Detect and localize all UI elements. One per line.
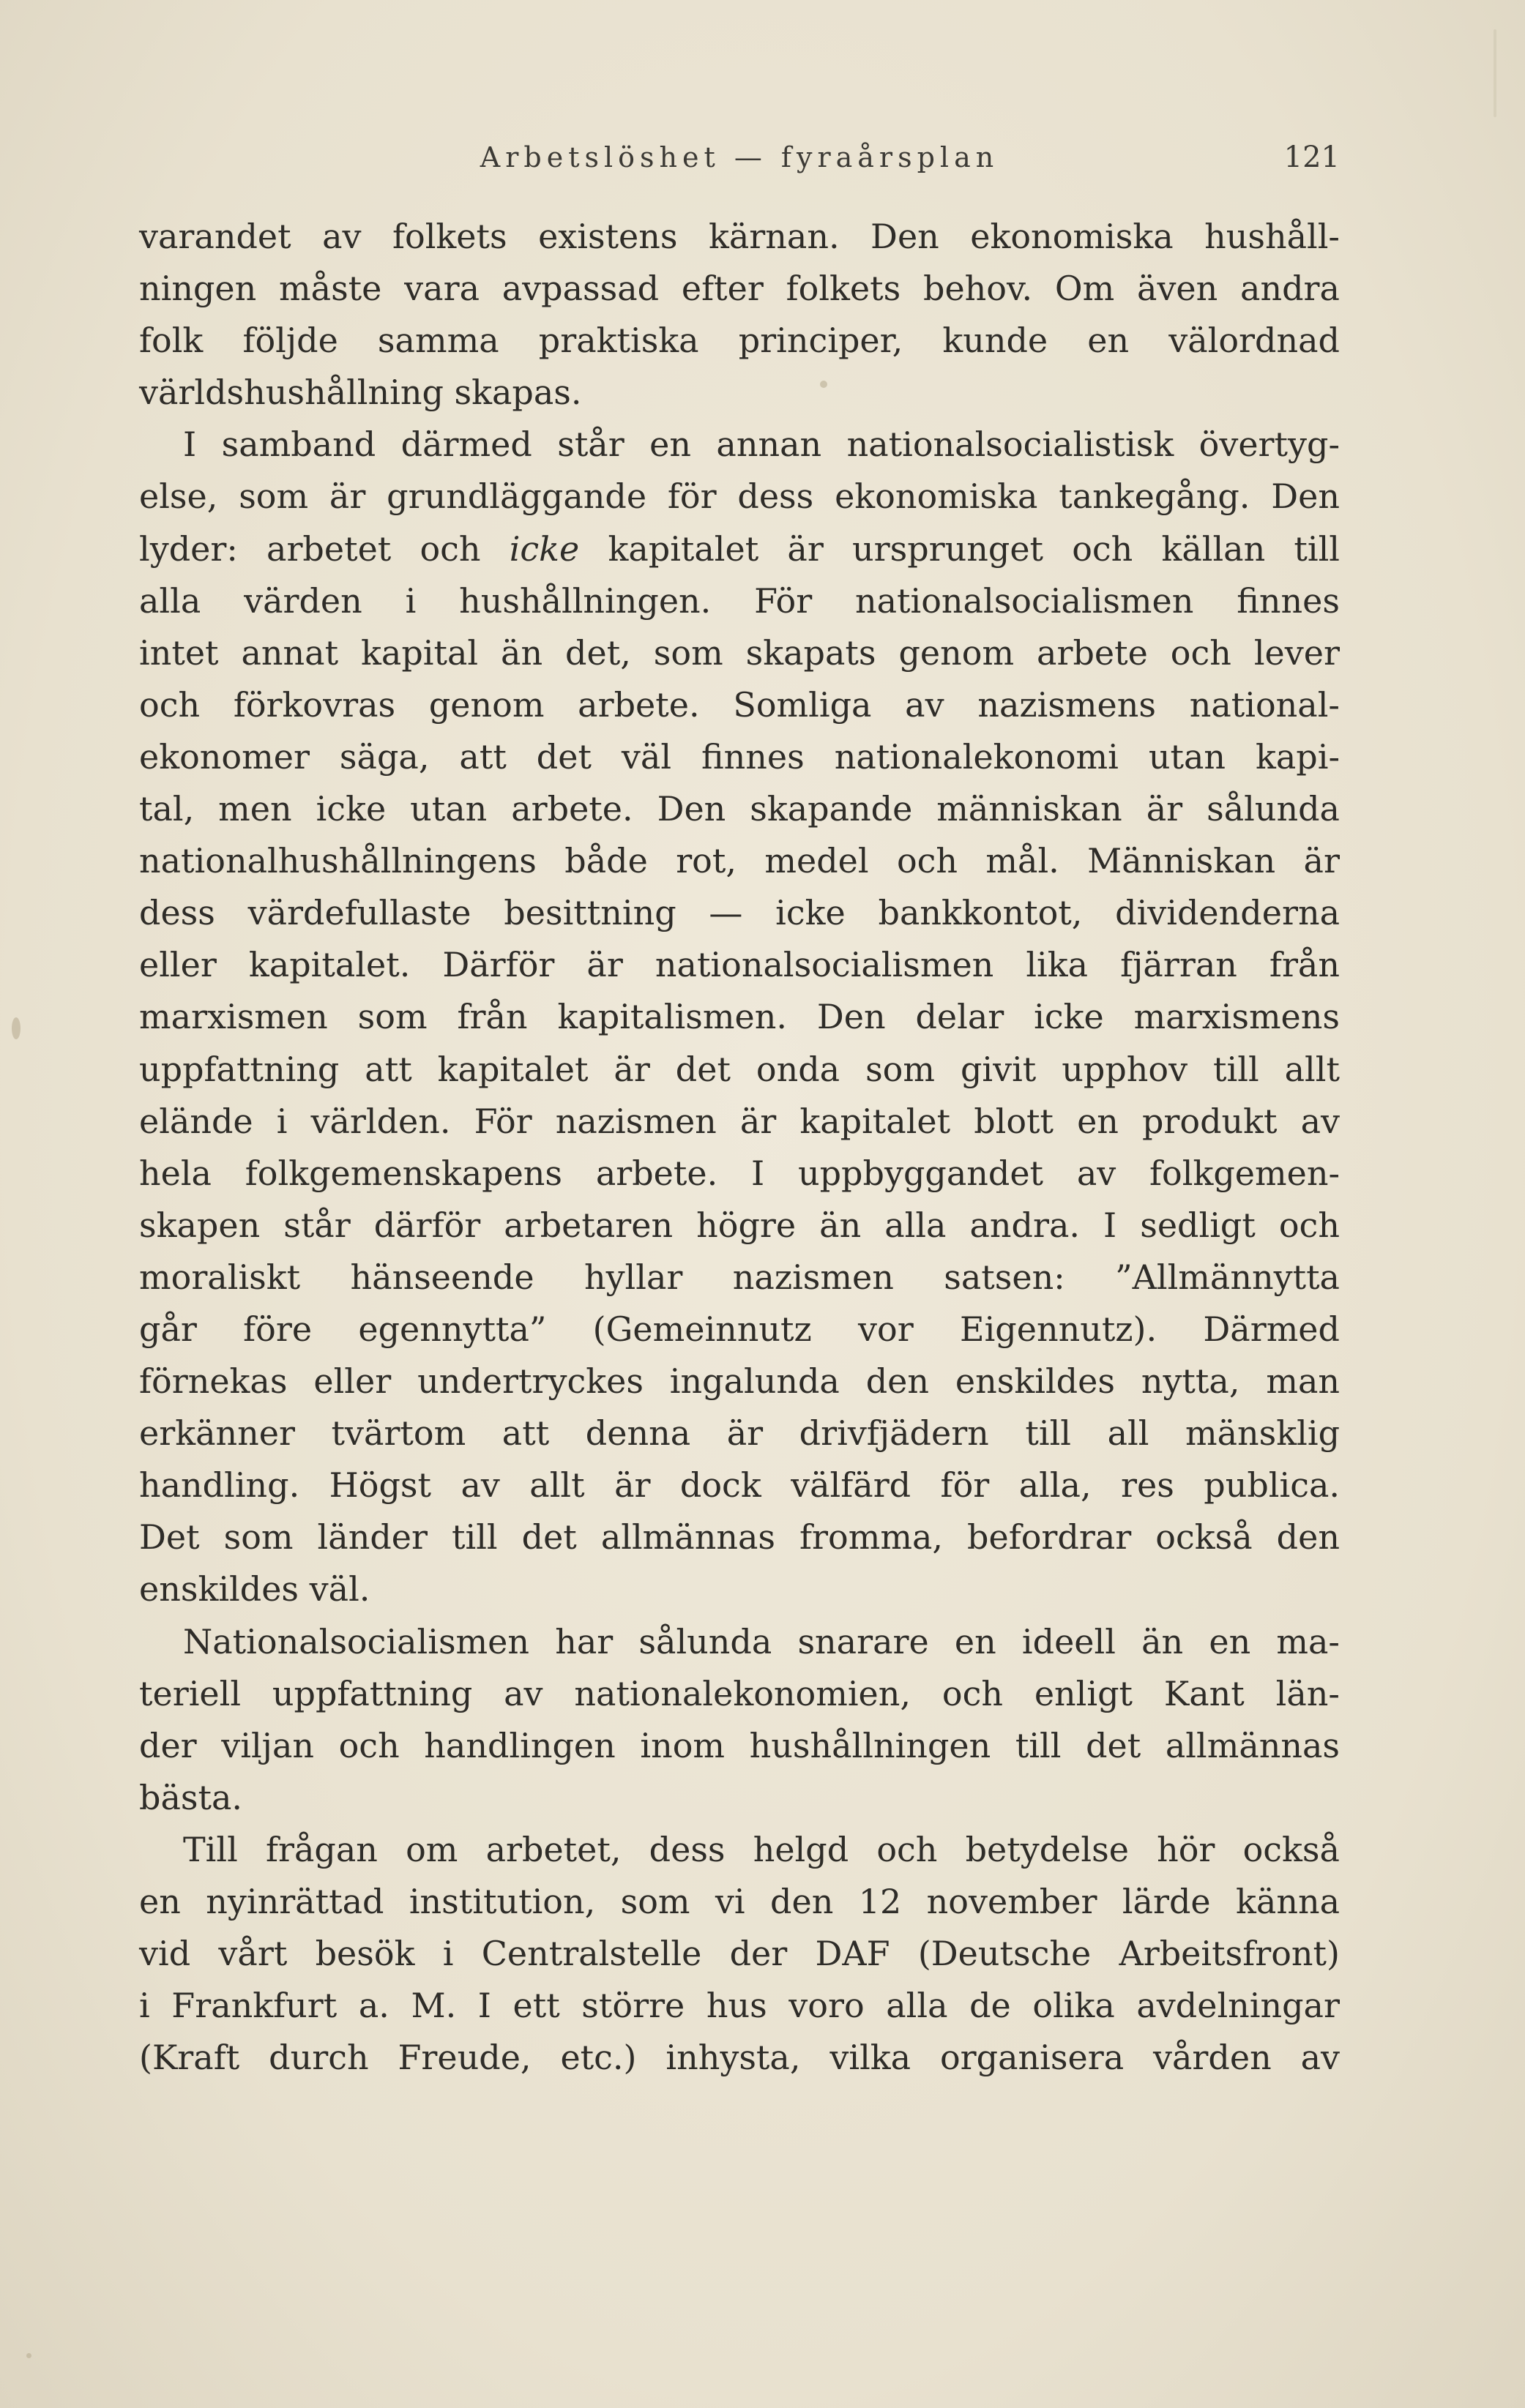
paragraph-first-line: I samband därmed står en annan nationalsocialistisk övertyg- [183, 425, 1340, 465]
body-text [139, 211, 1340, 2084]
text-line: intet annat kapital än det, som skapats genom arbete och lever [139, 632, 1340, 673]
paper-speck [1494, 29, 1496, 117]
text-line: går före egennytta” (Gemeinnutz vor Eigennutz). Därmed [139, 1309, 1340, 1349]
text-line: enskildes väl. [139, 1569, 370, 1609]
text-line: dess värdefullaste besittning — icke bankkontot, dividenderna [139, 893, 1340, 933]
text-line: hela folkgemenskapens arbete. I uppbyggandet av folkgemen- [139, 1153, 1341, 1193]
paragraph-first-line: Nationalsocialismen har sålunda snarare en ideell än en ma- [183, 1621, 1340, 1661]
text-line: förnekas eller undertryckes ingalunda den enskildes nytta, man [139, 1361, 1341, 1402]
running-header [139, 135, 1340, 179]
text-line: bästa. [139, 1777, 243, 1817]
text-line: vid vårt besök i Centralstelle der DAF (Deutsche Arbeitsfront) [139, 1934, 1340, 1974]
text-line: en nyinrättad institution, som vi den 12 november lärde känna [139, 1882, 1341, 1921]
text-line: nationalhushållningens både rot, medel och mål. Människan är [139, 841, 1340, 881]
text-line: teriell uppfattning av nationalekonomien, och enligt Kant län- [139, 1673, 1340, 1713]
text-line: alla värden i hushållningen. För nationalsocialismen finnes [139, 580, 1340, 621]
text-line: (Kraft durch Freude, etc.) inhysta, vilka organisera vården av [139, 2038, 1341, 2078]
italic-word: icke [509, 528, 580, 569]
text-line: elände i världen. För nazismen är kapitalet blott en produkt av [139, 1101, 1341, 1141]
text-line: i Frankfurt a. M. I ett större hus voro alla de olika avdelningar [139, 1986, 1340, 2026]
paragraph-first-line: Till frågan om arbetet, dess helgd och betydelse hör också [183, 1829, 1340, 1869]
text-line: marxismen som från kapitalismen. Den delar icke marxismens [139, 997, 1341, 1037]
text-line: erkänner tvärtom att denna är drivfjädern till all mänsklig [139, 1413, 1341, 1454]
text-line: tal, men icke utan arbete. Den skapande människan är sålunda [139, 789, 1340, 829]
page-number: 121 [1283, 141, 1340, 174]
text-line: ekonomer säga, att det väl finnes nationalekonomi utan kapi- [139, 736, 1340, 777]
text-line: och förkovras genom arbete. Somliga av nazismens national- [139, 684, 1340, 725]
text-line: eller kapitalet. Därför är nationalsocialismen lika fjärran från [139, 945, 1340, 985]
text-line: lyder: arbetet och icke kapitalet är ursprunget och källan till [139, 528, 1340, 569]
text-line: folk följde samma praktiska principer, kunde en välordnad [139, 321, 1340, 361]
running-title: Arbetslöshet — fyraårsplan [480, 141, 999, 173]
text-line: varandet av folkets existens kärnan. Den ekonomiska hushåll- [139, 217, 1340, 256]
text-line: der viljan och handlingen inom hushållningen till det allmännas [139, 1725, 1341, 1765]
text-line: else, som är grundläggande för dess ekonomiska tankegång. Den [139, 476, 1340, 517]
paper-speck [26, 2353, 31, 2358]
text-line: skapen står därför arbetaren högre än alla andra. I sedligt och [139, 1205, 1340, 1245]
text-line: handling. Högst av allt är dock välfärd för alla, res publica. [139, 1465, 1341, 1506]
text-line: ningen måste vara avpassad efter folkets behov. Om även andra [139, 269, 1340, 309]
paper-speck [12, 1017, 20, 1039]
text-line: uppfattning att kapitalet är det onda som givit upphov till allt [139, 1049, 1340, 1089]
text-line: moraliskt hänseende hyllar nazismen satsen: ”Allmännytta [139, 1257, 1340, 1297]
text-line: världshushållning skapas. [139, 373, 582, 413]
text-line: Det som länder till det allmännas fromma, befordrar också den [139, 1517, 1340, 1558]
